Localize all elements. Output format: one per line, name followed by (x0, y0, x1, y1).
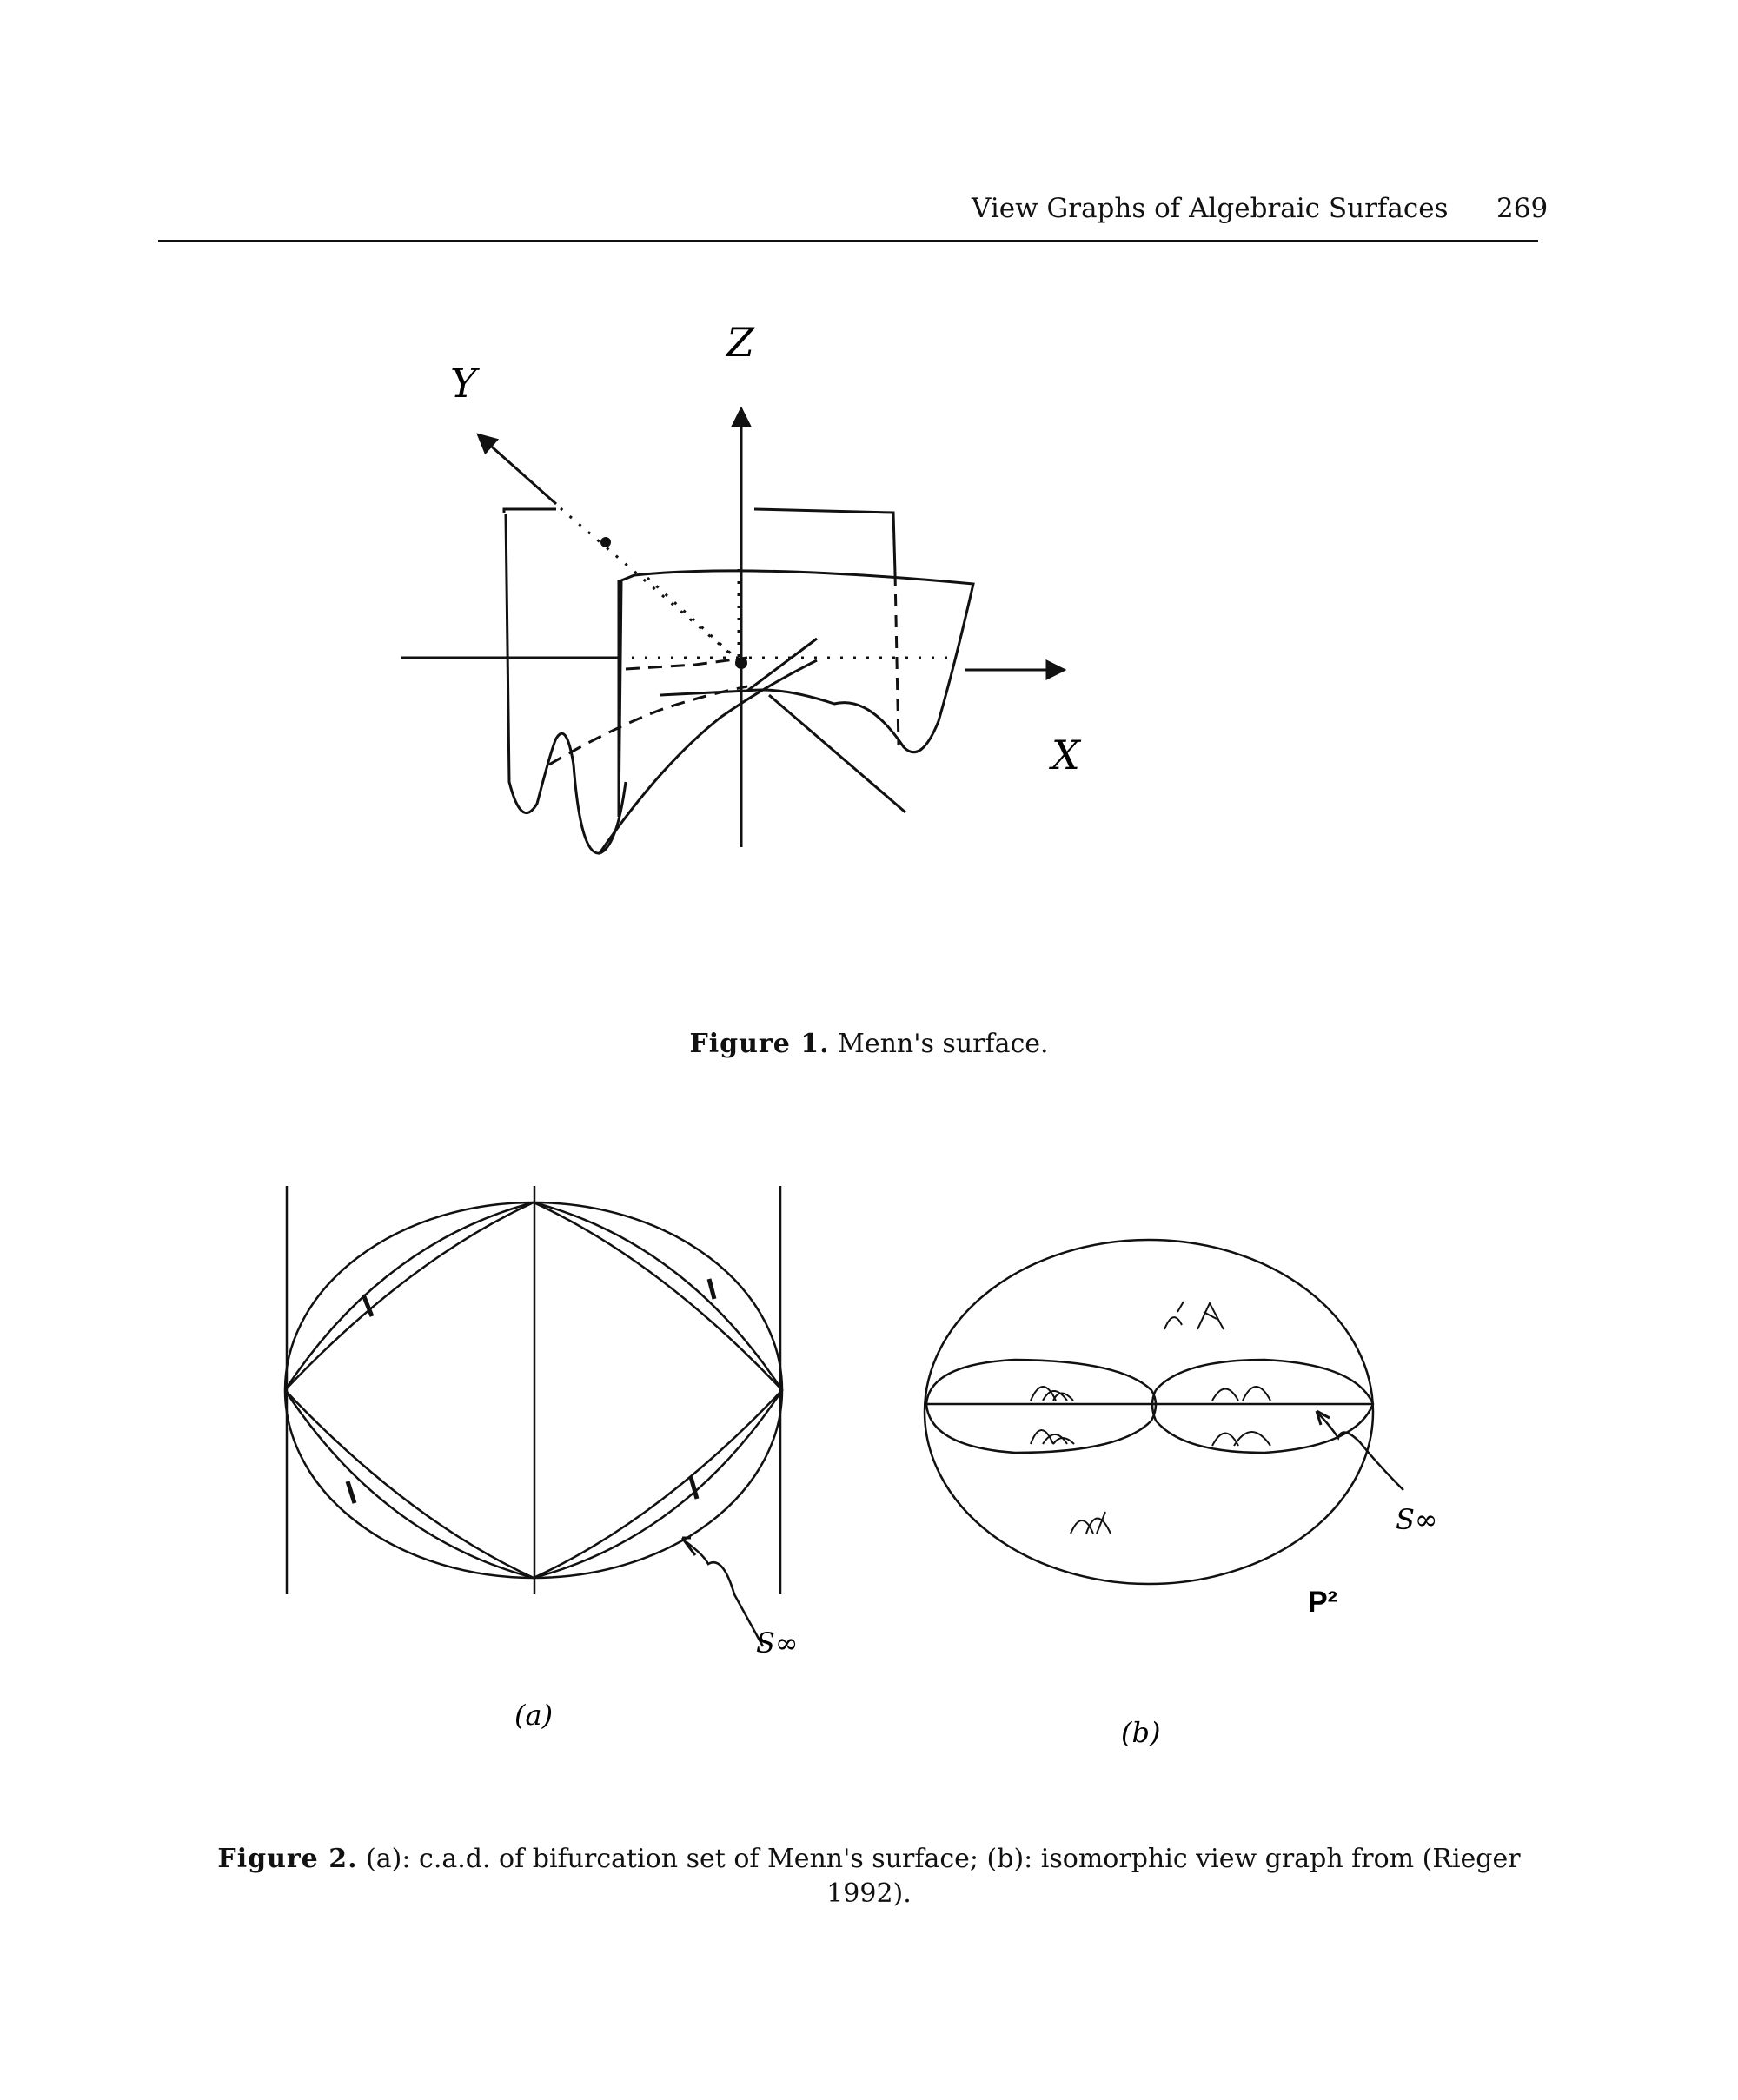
dashed-curve-2 (626, 658, 747, 669)
y-axis-arrow (478, 434, 556, 504)
dashed-curve-1 (549, 686, 747, 765)
view-left-lobe (926, 1360, 1156, 1453)
cad-tick-2 (709, 1279, 714, 1299)
panel-a-s-inf-label: S∞ (756, 1626, 799, 1659)
figure2b-drawing (925, 1240, 1403, 1584)
back-sheet-dashed-right (895, 573, 899, 745)
panel-b-s-inf-label: S∞ (1396, 1503, 1438, 1536)
view-right-lobe (1152, 1360, 1373, 1453)
cad-s-inf-pointer (687, 1542, 763, 1646)
figure1-caption-label: Figure 1. (689, 1029, 830, 1059)
view-sketch-glyphs (1031, 1302, 1270, 1534)
y-axis-label: Y (450, 360, 477, 407)
page-number: 269 (1496, 193, 1549, 224)
figure2a-drawing (285, 1186, 782, 1646)
cusp-line (769, 695, 905, 812)
panel-a-label: (a) (514, 1699, 554, 1732)
view-outer-ellipse (925, 1240, 1373, 1584)
view-s-inf-pointer (1319, 1414, 1403, 1490)
figure1-caption-text: Menn's surface. (838, 1029, 1049, 1059)
running-title: View Graphs of Algebraic Surfaces (972, 193, 1449, 224)
front-lower-curve (600, 660, 817, 853)
y-axis-dotted (561, 508, 741, 663)
z-axis-label: Z (726, 319, 754, 366)
back-sheet-top (504, 509, 556, 513)
dotted-diag (647, 578, 741, 663)
figure1-caption (0, 1029, 1738, 1059)
figure1-drawing (401, 408, 1065, 853)
front-sheet (619, 571, 973, 817)
back-sheet-top-right (754, 509, 895, 573)
figure2-caption (174, 1842, 1564, 1911)
figure2-caption-text: (a): c.a.d. of bifurcation set of Menn's surface; (b): isomorphic view graph from (Rieger 1992). (366, 1844, 1521, 1909)
cad-tick-3 (348, 1481, 355, 1503)
panel-b-space-label: P² (1308, 1586, 1337, 1619)
x-axis-label: X (1051, 732, 1080, 778)
back-sheet-left (506, 514, 626, 853)
panel-b-label: (b) (1121, 1716, 1161, 1749)
y-axis-dot (600, 537, 611, 547)
figure2-caption-label: Figure 2. (217, 1844, 358, 1874)
